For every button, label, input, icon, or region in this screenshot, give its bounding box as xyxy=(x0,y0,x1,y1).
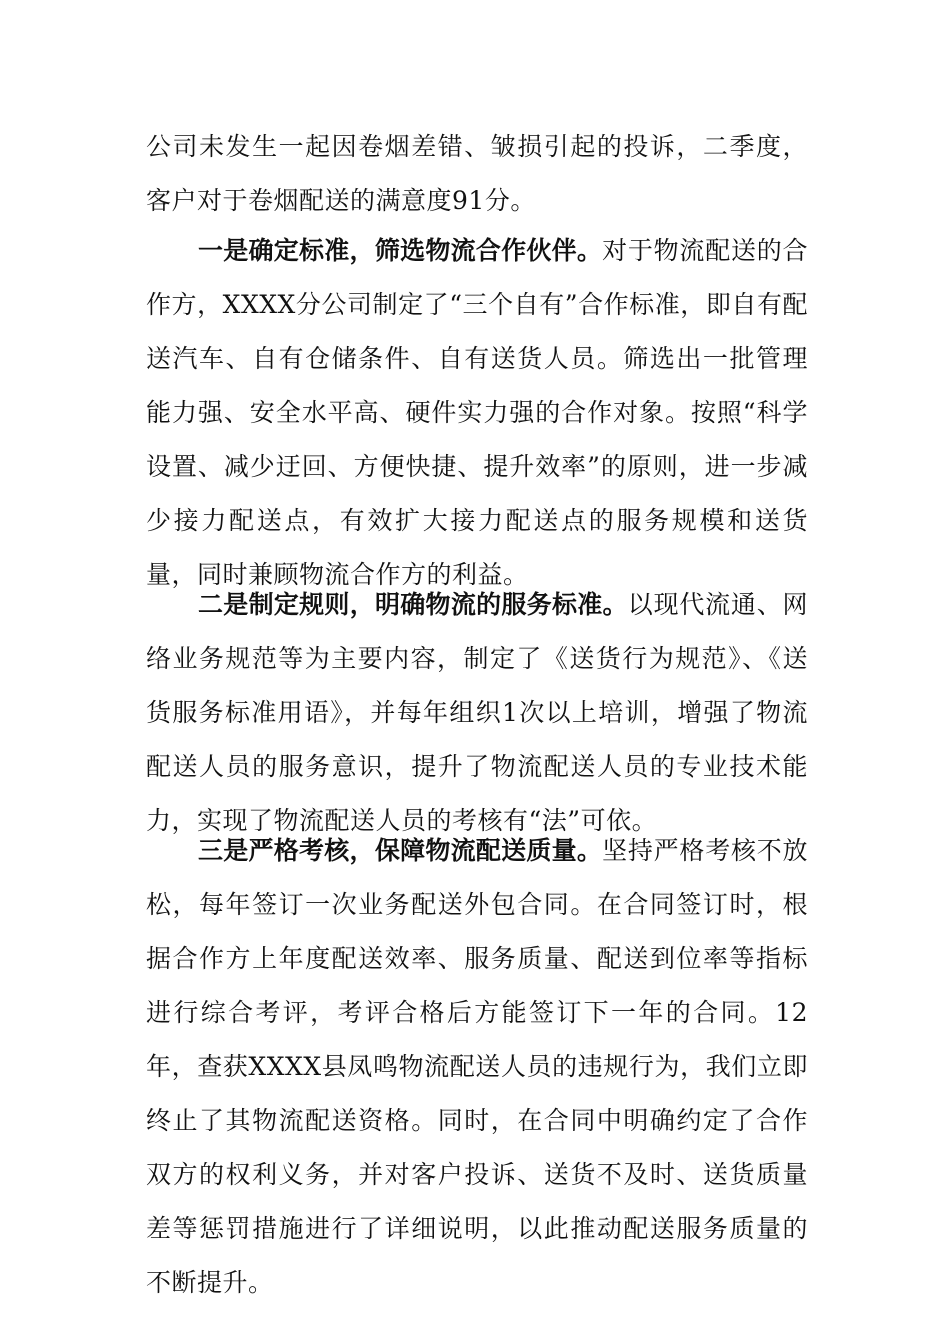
section-3-body: 坚持严格考核不放松，每年签订一次业务配送外包合同。在合同签订时，根据合作方上年度配送效率、服务质量、配送到位率等指标进行综合考评，考评合格后方能签订下一年的合同。12年，查获XXXX县凤鸣物流配送人员的违规行为，我们立即终止了其物流配送资格。同时，在合同中明确约定了合作双方的权利义务，并对客户投诉、送货不及时、送货质量差等惩罚措施进行了详细说明，以此推动配送服务质量的不断提升。 xyxy=(146,836,808,1297)
section-3-text xyxy=(146,824,808,1310)
section-paragraph-2 xyxy=(146,578,808,848)
section-2-lead: 二是制定规则，明确物流的服务标准。 xyxy=(198,590,628,619)
section-paragraph-3 xyxy=(146,824,808,1310)
section-2-body: 以现代流通、网络业务规范等为主要内容，制定了《送货行为规范》、《送货服务标准用语》，并每年组织1次以上培训，增强了物流配送人员的服务意识，提升了物流配送人员的专业技术能力，实现了物流配送人员的考核有“法”可依。 xyxy=(146,590,808,835)
section-1-text xyxy=(146,224,808,602)
section-1-body: 对于物流配送的合作方，XXXX分公司制定了“三个自有”合作标准，即自有配送汽车、自有仓储条件、自有送货人员。筛选出一批管理能力强、安全水平高、硬件实力强的合作对象。按照“科学设置、减少迂回、方便快捷、提升效率”的原则，进一步减少接力配送点，有效扩大接力配送点的服务规模和送货量，同时兼顾物流合作方的利益。 xyxy=(146,236,808,589)
intro-paragraph xyxy=(146,120,808,228)
section-paragraph-1 xyxy=(146,224,808,602)
intro-text: 公司未发生一起因卷烟差错、皱损引起的投诉，二季度，客户对于卷烟配送的满意度91分。 xyxy=(146,132,808,215)
section-1-lead: 一是确定标准，筛选物流合作伙伴。 xyxy=(198,236,603,265)
section-3-lead: 三是严格考核，保障物流配送质量。 xyxy=(198,836,603,865)
section-2-text xyxy=(146,578,808,848)
